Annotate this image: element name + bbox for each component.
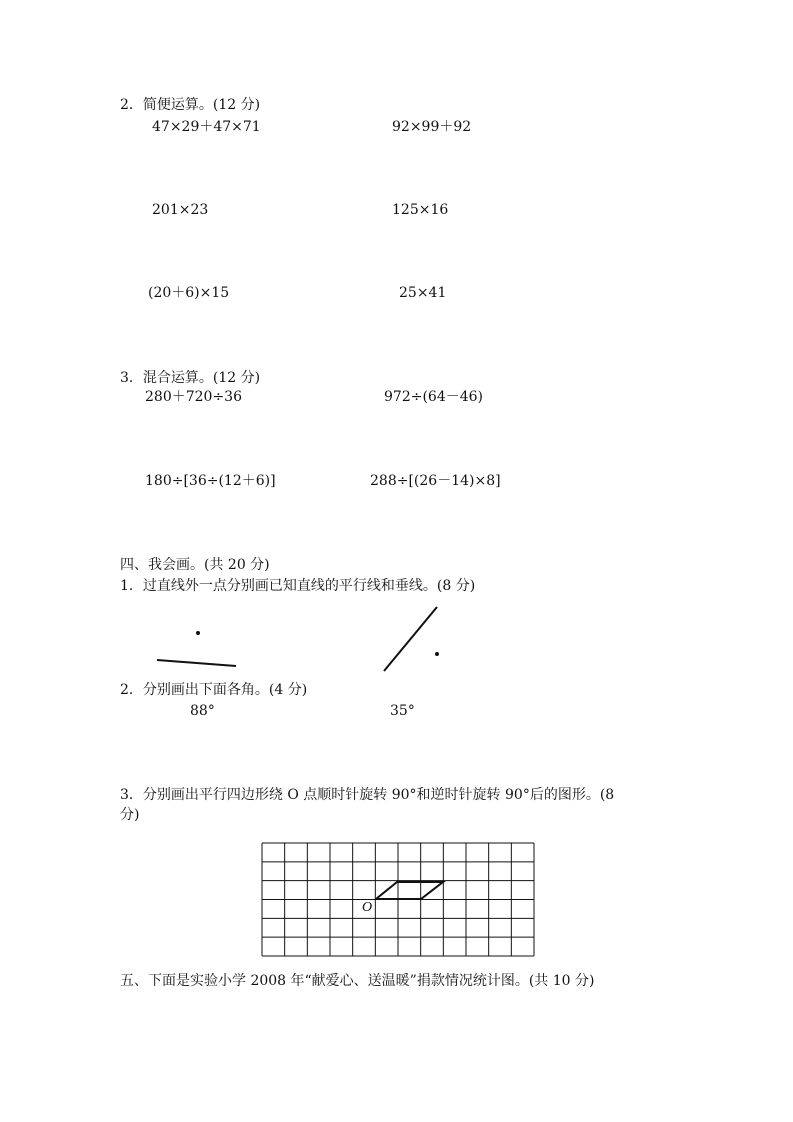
lines-figure (140, 600, 460, 680)
line-right (384, 607, 437, 671)
q2-item-6: 25×41 (399, 285, 447, 301)
section4-heading: 四、我会画。(共 20 分) (120, 557, 270, 573)
q3-item-4: 288÷[(26－14)×8] (370, 473, 501, 489)
q2-item-4: 125×16 (392, 202, 449, 218)
rotation-grid (258, 838, 542, 963)
line-left (157, 660, 236, 666)
q2-heading: 2．简便运算。(12 分) (120, 97, 261, 113)
point-right (435, 652, 439, 656)
q3-item-3: 180÷[36÷(12＋6)] (145, 473, 276, 489)
q2-item-1: 47×29＋47×71 (152, 119, 261, 135)
q2-item-2: 92×99＋92 (392, 119, 472, 135)
angle-35: 35° (390, 703, 415, 719)
section4-q3: 3．分别画出平行四边形绕 O 点顺时针旋转 90°和逆时针旋转 90°后的图形。(8 (120, 787, 615, 803)
q3-item-2: 972÷(64－46) (384, 389, 484, 405)
section5-heading: 五、下面是实验小学 2008 年“献爱心、送温暖”捐款情况统计图。(共 10 分) (120, 973, 595, 989)
section4-q1: 1．过直线外一点分别画已知直线的平行线和垂线。(8 分) (120, 578, 476, 594)
parallelogram (376, 882, 443, 899)
q2-item-5: (20＋6)×15 (148, 285, 230, 301)
q2-item-3: 201×23 (152, 202, 209, 218)
point-left (196, 631, 200, 635)
section4-q3-cont: 分) (120, 807, 140, 823)
q3-item-1: 280＋720÷36 (145, 389, 242, 405)
angle-88: 88° (190, 703, 215, 719)
point-o-label: O (362, 900, 373, 915)
section4-q2: 2．分别画出下面各角。(4 分) (120, 682, 308, 698)
q3-heading: 3．混合运算。(12 分) (120, 370, 261, 386)
